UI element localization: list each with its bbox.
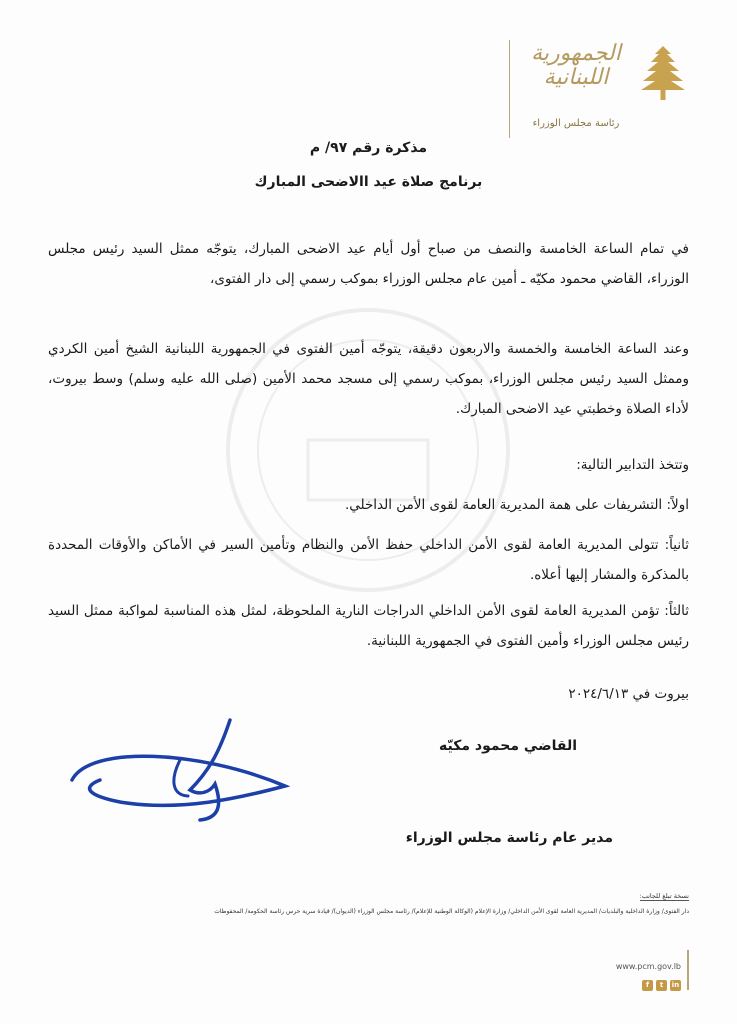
memo-date: بيروت في ٢٠٢٤/٦/١٣ (568, 686, 689, 702)
measure-3: ثالثاً: تؤمن المديرية العامة لقوى الأمن الداخلي الدراجات النارية الملحوظة، لمثل هذه المناسبة لمواكبة ممثل السيد رئيس مجلس الوزراء وأمين الفتوى في الجمهورية اللبنانية. (48, 603, 689, 649)
paragraph-1: في تمام الساعة الخامسة والنصف من صباح أول أيام عيد الاضحى المبارك، يتوجّه ممثل السيد رئيس مجلس الوزراء، القاضي محمود مكيّه ـ أمين عام مجلس الوزراء بموكب رسمي إلى دار الفتوى، (48, 241, 689, 287)
cedar-tree-icon (637, 44, 689, 104)
emblem-title: الجمهورية اللبنانية (531, 41, 621, 90)
cc-title: نسخة تبلغ للجانب: (639, 892, 689, 900)
footer-divider (687, 950, 689, 990)
website-link[interactable]: www.pcm.gov.lb (615, 962, 681, 971)
signer-name: القاضي محمود مكيّه (439, 738, 577, 754)
twitter-icon[interactable]: t (656, 980, 667, 991)
memo-number: مذكرة رقم ٩٧/ م (309, 140, 428, 156)
measure-1: اولاً: التشريفات على همة المديرية العامة لقوى الأمن الداخلي. (344, 497, 689, 513)
measures-intro: وتتخذ التدابير التالية: (576, 457, 689, 473)
social-links (642, 980, 681, 991)
facebook-icon[interactable]: f (642, 980, 653, 991)
letterhead-emblem (509, 40, 689, 140)
emblem-subtitle: رئاسة مجلس الوزراء (532, 118, 620, 129)
handwritten-signature (60, 700, 300, 830)
memo-subject: برنامج صلاة عيد االاضحى المبارك (254, 174, 483, 190)
paragraph-2: وعند الساعة الخامسة والخمسة والاربعون دقيقة، يتوجّه أمين الفتوى في الجمهورية اللبنانية الشيخ أمين الكردي وممثل السيد رئيس مجلس الوزراء، بموكب رسمي إلى مسجد محمد الأمين (صلى الله عليه وسلم) وسط بيروت، لأداء الصلاة وخطبتي عيد الاضحى المبارك. (48, 341, 689, 417)
cc-list: دار الفتوى/ وزارة الداخلية والبلديات/ المديرية العامة لقوى الأمن الداخلي/ وزارة الإعلام (الوكالة الوطنية للإعلام)/ رئاسة مجلس الوزراء (الديوان)/ قيادة سرية حرس رئاسة الحكومة/ المحفوظات (214, 908, 689, 915)
signer-role: مدير عام رئاسة مجلس الوزراء (405, 830, 613, 846)
emblem-divider (509, 40, 510, 138)
measure-2: ثانياً: تتولى المديرية العامة لقوى الأمن الداخلي حفظ الأمن والنظام وتأمين السير في الأماكن والأوقات المحددة بالمذكرة والمشار إليها أعلاه. (48, 537, 689, 583)
linkedin-icon[interactable]: in (671, 981, 680, 989)
